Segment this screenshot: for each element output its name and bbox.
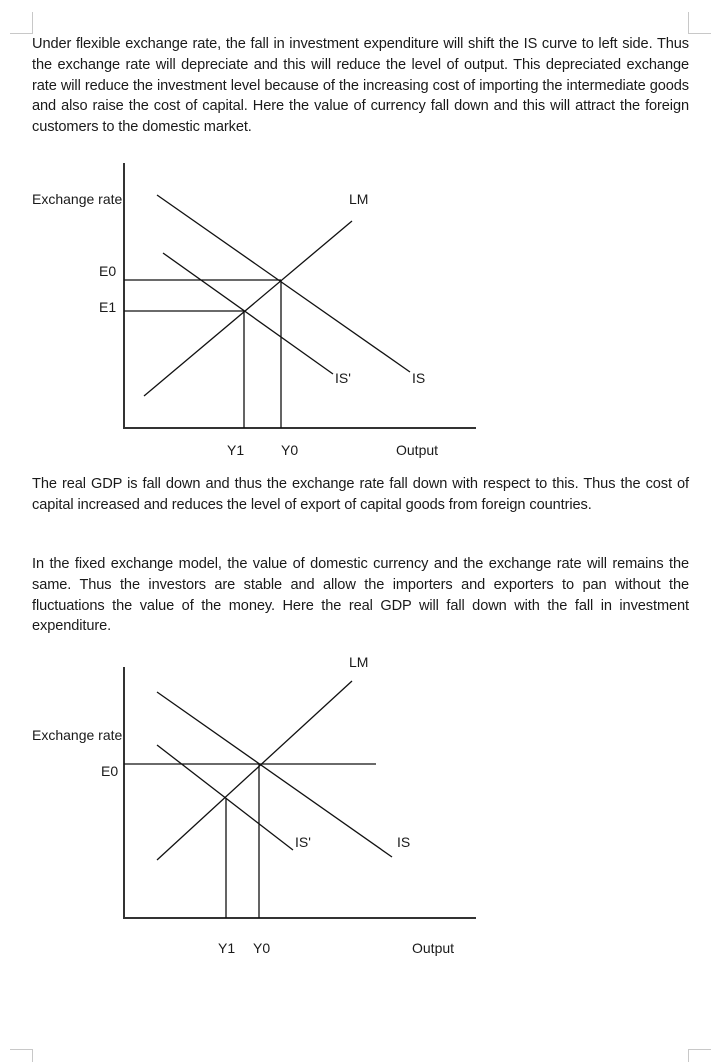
diagram-fixed-exchange-rate <box>0 640 719 970</box>
marker-label-y0: Y0 <box>281 442 299 458</box>
page-corner-mark-top-right <box>688 12 711 34</box>
curve-is <box>157 195 410 372</box>
curve-label-is-prime: IS' <box>295 834 311 850</box>
x-axis-label: Output <box>396 442 439 458</box>
paragraph-real-gdp: The real GDP is fall down and thus the exchange rate fall down with respect to this. Thus the cost of capital increased and reduces the level of export of capital goods from foreign countries. <box>32 476 689 513</box>
marker-label-e0: E0 <box>101 763 119 779</box>
marker-label-y1: Y1 <box>227 442 245 458</box>
marker-label-y0: Y0 <box>253 940 271 956</box>
page-corner-mark-top-left <box>10 12 33 34</box>
curve-lm <box>157 681 352 860</box>
x-axis-label: Output <box>412 940 455 956</box>
marker-label-y1: Y1 <box>218 940 236 956</box>
page-corner-mark-bottom-left <box>10 1049 33 1062</box>
marker-label-e1: E1 <box>99 299 117 315</box>
marker-label-e0: E0 <box>99 263 117 279</box>
page-corner-mark-bottom-right <box>688 1049 711 1062</box>
y-axis-label: Exchange rate <box>32 191 123 207</box>
curve-label-is: IS <box>412 370 426 386</box>
curve-label-lm: LM <box>349 191 369 207</box>
curve-is-prime <box>163 253 333 374</box>
curve-label-is-prime: IS' <box>335 370 351 386</box>
paragraph-fixed-exchange: In the fixed exchange model, the value of domestic currency and the exchange rate will remains the same. Thus the investors are stable and allow the importers and exporters to pan without the fluctuations the value of the money. Here the real GDP will fall down with the fall in investment expenditure. <box>32 556 689 635</box>
curve-label-is: IS <box>397 834 411 850</box>
paragraph-flexible-exchange: Under flexible exchange rate, the fall in investment expenditure will shift the IS curve to left side. Thus the exchange rate will depreciate and this will reduce the level of output. This depreciated exchange rate will reduce the investment level because of the increasing cost of importing the intermediate goods and also raise the cost of capital. Here the value of currency fall down and this will attract the foreign customers to the domestic market. <box>32 36 689 136</box>
diagram-flexible-exchange-rate <box>0 150 719 470</box>
curve-lm <box>144 221 352 396</box>
y-axis-label: Exchange rate <box>32 727 123 743</box>
curve-label-lm: LM <box>349 654 369 670</box>
curve-is <box>157 692 392 857</box>
